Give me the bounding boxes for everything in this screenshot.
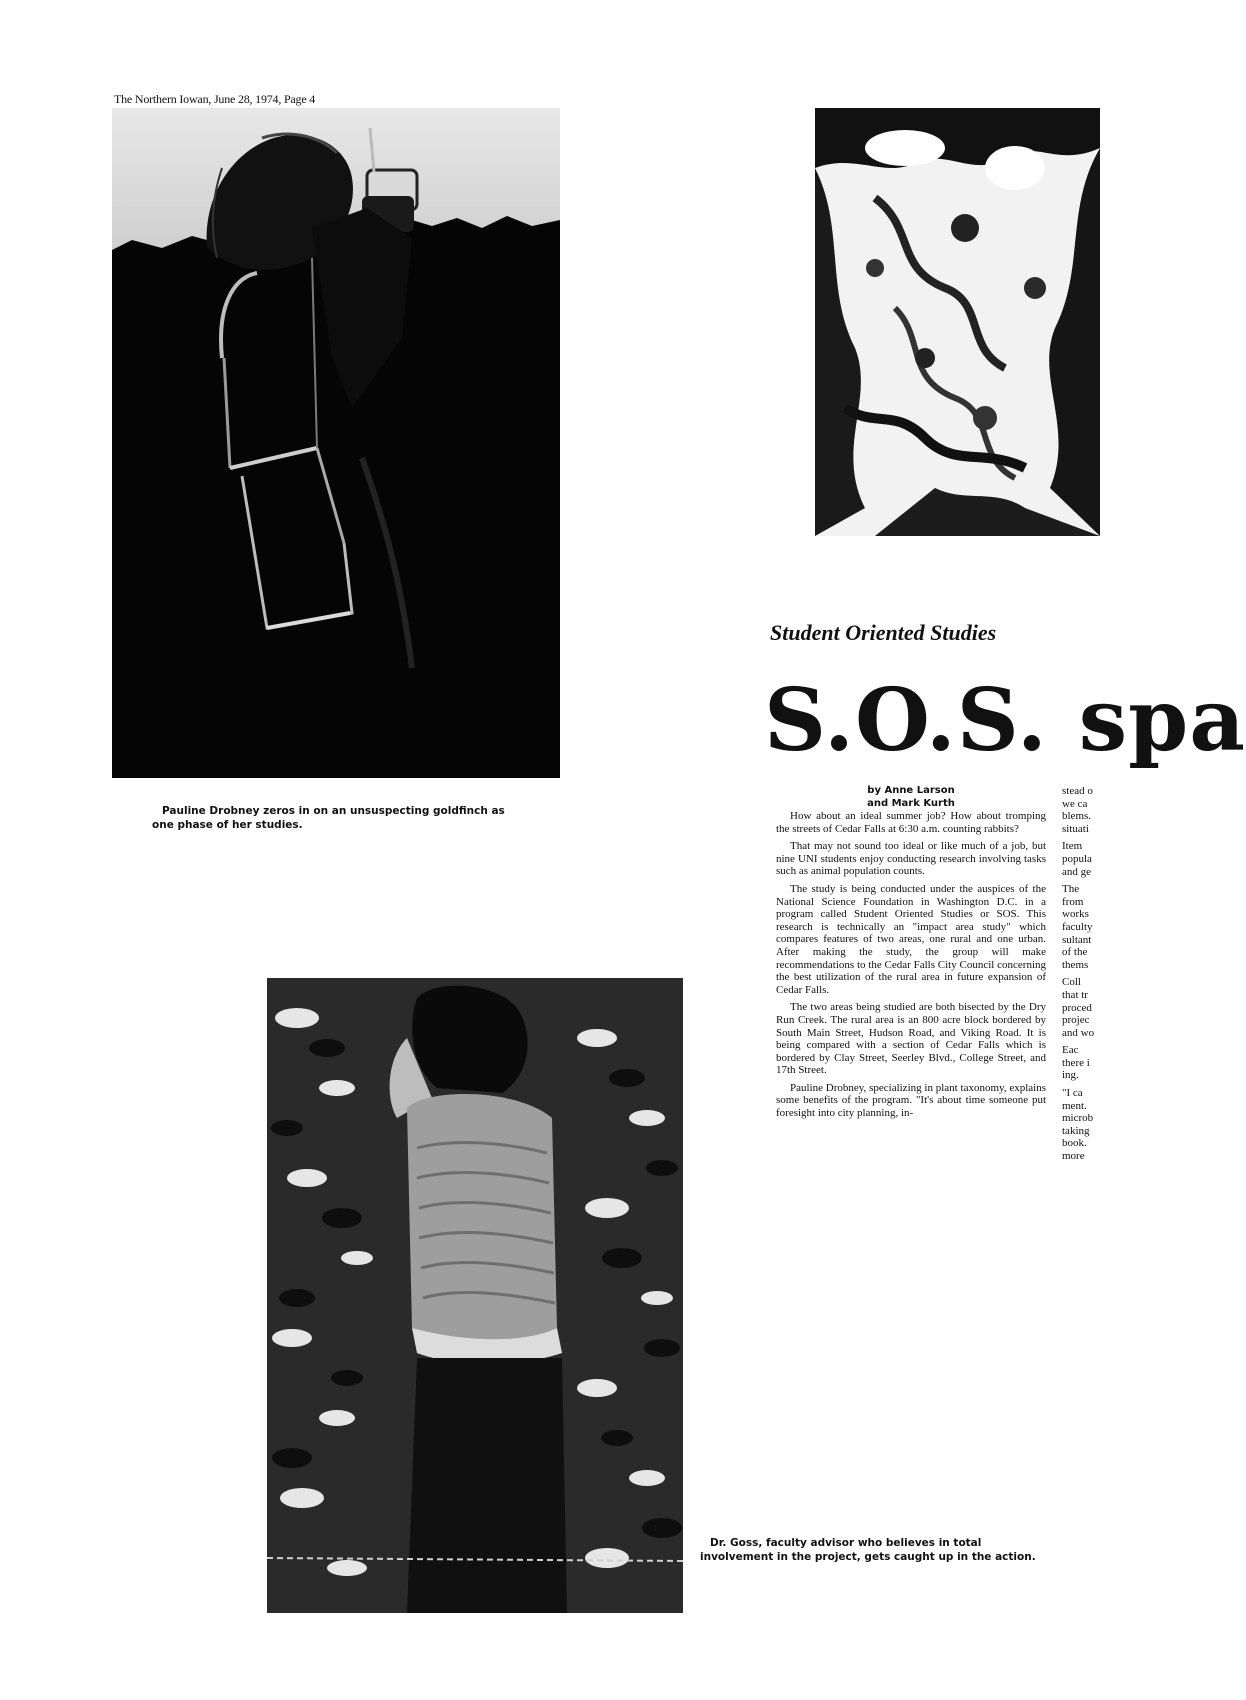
page-folio: The Northern Iowan, June 28, 1974, Page 4: [114, 92, 316, 106]
column2-line: stead o: [1062, 785, 1093, 797]
column2-line: Eac: [1062, 1044, 1079, 1057]
article-paragraph: Pauline Drobney, specializing in plant taxonomy, explains some benefits of the program. "It's about time someone put foresight into city planning, in-: [776, 1081, 1046, 1120]
photo-binoculars: [112, 108, 560, 778]
article-column-1: [776, 810, 1046, 1125]
column2-line: thems: [1062, 958, 1089, 971]
column2-line: microb: [1062, 1112, 1094, 1125]
column2-line: ment.: [1062, 1099, 1087, 1112]
column2-block: [1062, 1087, 1100, 1163]
column2-line: ing.: [1062, 1069, 1079, 1082]
column2-line: there i: [1062, 1056, 1090, 1069]
column2-line: projec: [1062, 1014, 1090, 1027]
column2-line: taking: [1062, 1124, 1090, 1137]
column2-line: more: [1062, 1150, 1085, 1163]
column2-line: proced: [1062, 1001, 1092, 1014]
column2-line: works: [1062, 908, 1089, 921]
byline-author-2: and Mark Kurth: [867, 797, 955, 809]
article-kicker: Student Oriented Studies: [770, 620, 997, 645]
column2-line: from: [1062, 895, 1084, 908]
column2-line: Item: [1062, 840, 1083, 853]
byline-author-1: by Anne Larson: [867, 785, 955, 796]
column2-line: "I ca: [1062, 1087, 1083, 1100]
photo-foliage-image: [815, 108, 1100, 536]
photo-caption-binoculars: Pauline Drobney zeros in on an unsuspecting goldfinch as one phase of her studies.: [152, 805, 505, 831]
column2-line: we ca: [1062, 797, 1088, 810]
article-headline: S.O.S. spa: [764, 670, 1246, 771]
photo-foliage: [815, 108, 1100, 536]
column2-block: [1062, 883, 1100, 971]
column2-line: of the: [1062, 946, 1088, 959]
column2-block: [1062, 785, 1100, 835]
column2-line: blems.: [1062, 810, 1092, 823]
column2-block: [1062, 976, 1100, 1039]
photo-goss-image: [267, 978, 683, 1613]
column2-line: and wo: [1062, 1026, 1095, 1039]
column2-line: that tr: [1062, 988, 1088, 1001]
column2-line: and ge: [1062, 865, 1092, 878]
column2-line: sultant: [1062, 933, 1092, 946]
article-paragraph: How about an ideal summer job? How about tromping the streets of Cedar Falls at 6:30 a.m. counting rabbits?: [776, 810, 1046, 835]
column2-block: [1062, 1044, 1100, 1082]
article-column-2: [1062, 785, 1100, 1168]
photo-caption-goss: Dr. Goss, faculty advisor who believes in total involvement in the project, gets caught up in the action.: [700, 1537, 1036, 1563]
column2-line: Coll: [1062, 976, 1081, 989]
photo-binoculars-image: [112, 108, 560, 778]
column2-line: The: [1062, 883, 1080, 896]
article-paragraph: That may not sound too ideal or like much of a job, but nine UNI students enjoy conducting research involving tasks such as animal population counts.: [776, 840, 1046, 878]
article-paragraph: The two areas being studied are both bisected by the Dry Run Creek. The rural area is an 800 acre block bordered by South Main Street, Hudson Road, and Viking Road. It is being compared with a section of Cedar Falls which is bordered by Clay Street, Seerley Blvd., College Street, and 17th Street.: [776, 1001, 1046, 1077]
column2-line: faculty: [1062, 920, 1093, 933]
column2-line: popula: [1062, 852, 1092, 865]
column2-line: situati: [1062, 822, 1089, 835]
column2-line: book.: [1062, 1137, 1087, 1150]
headline-container: [764, 670, 1246, 771]
photo-goss: [267, 978, 683, 1613]
article-paragraph: The study is being conducted under the auspices of the National Science Foundation in Washington D.C. in a program called Student Oriented Studies or SOS. This research is technically an "impact area study" which compares features of two areas, one rural and one urban. After making the study, the group will make recommendations to the Cedar Falls City Council concerning the best utilization of the rural area in future expansion of Cedar Falls.: [776, 882, 1046, 996]
column2-block: [1062, 840, 1100, 878]
article-byline: [776, 785, 1046, 810]
